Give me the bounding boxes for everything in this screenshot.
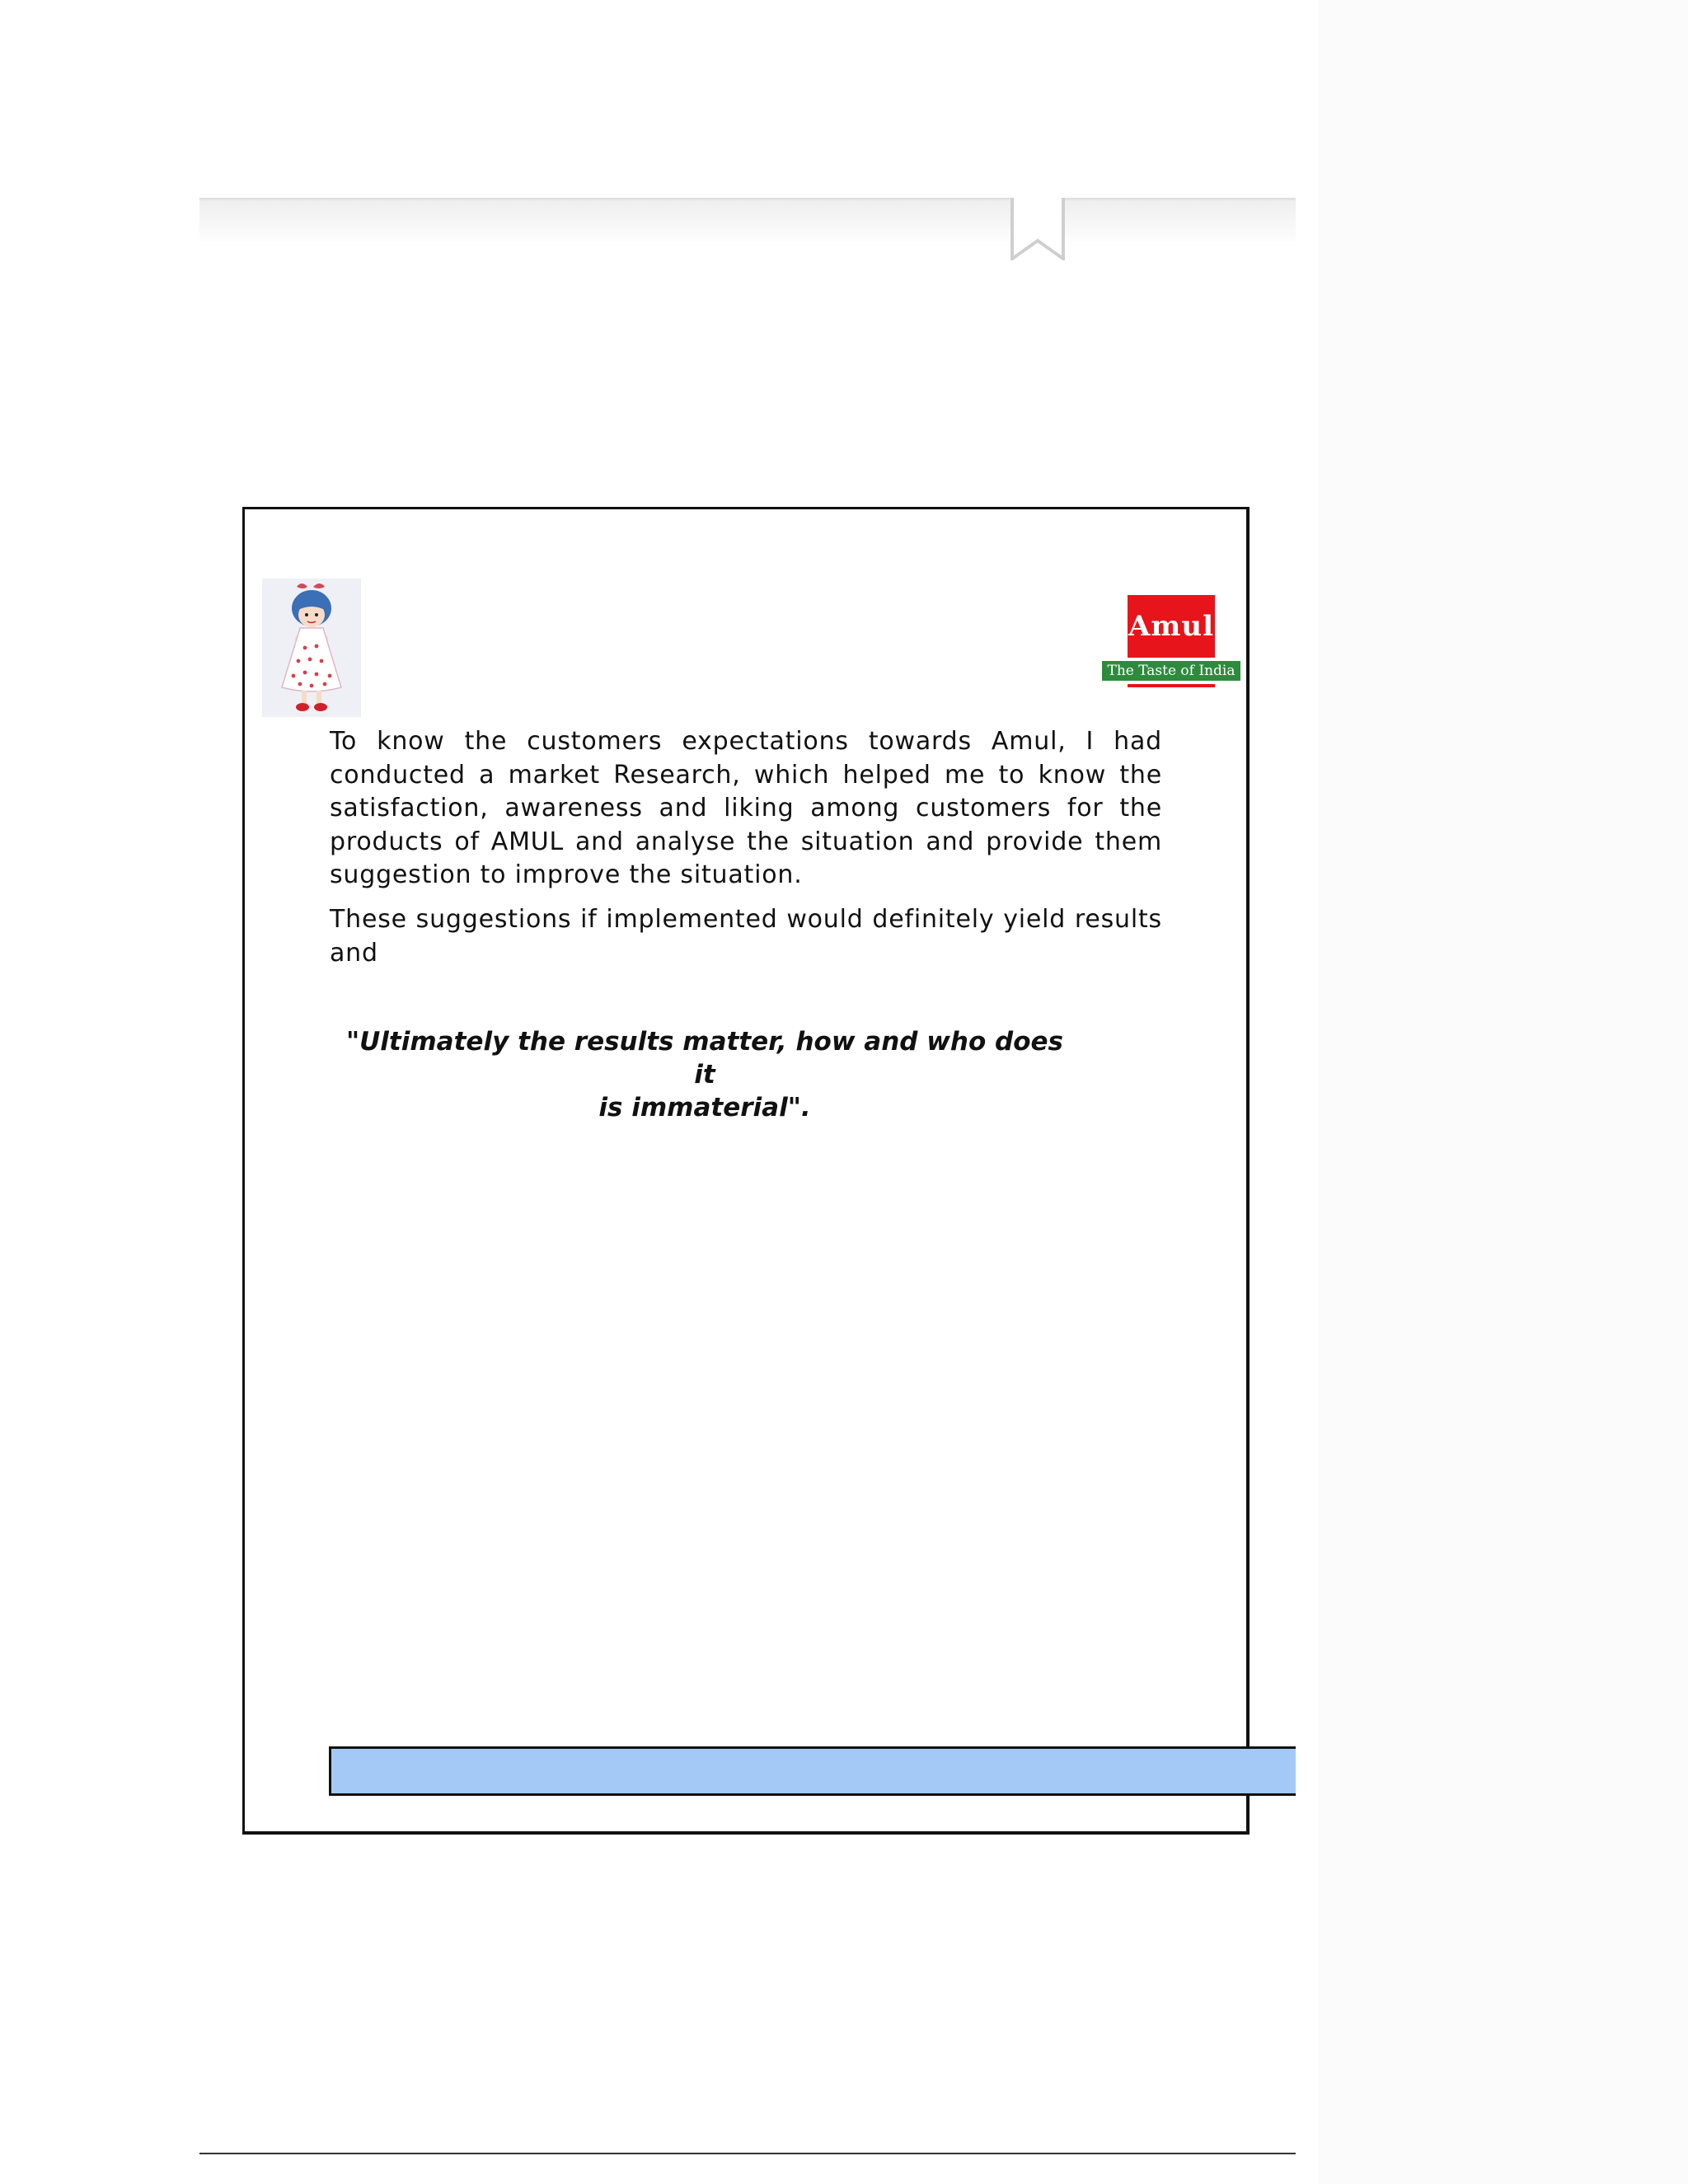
bookmark-icon[interactable]: [1010, 198, 1065, 260]
quote-line-1: "Ultimately the results matter, how and who does it: [345, 1027, 1064, 1090]
amul-logo-tagline: The Taste of India: [1102, 661, 1240, 681]
amul-logo: [1102, 595, 1240, 691]
paragraph-market-research: To know the customers expectations towards Amul, I had conducted a market Research, which helped me to know the satisfaction, awareness and liking among customers for the products of AMUL and analyse the situation and provide them suggestion to improve the situation.: [330, 727, 1162, 889]
page-border-frame: [242, 507, 1250, 1835]
amul-logo-underline: [1128, 684, 1215, 687]
page-top-edge: [199, 198, 1296, 247]
quote-line-2: is immaterial".: [598, 1093, 811, 1122]
footer-bar: [329, 1746, 1296, 1796]
paragraph-suggestions: These suggestions if implemented would definitely yield results and: [330, 905, 1162, 968]
page-bottom-rule: [199, 2153, 1296, 2154]
amul-logo-wordmark: Amul: [1128, 595, 1215, 658]
closing-quote: [334, 1025, 1076, 1124]
amul-girl-mascot-image: [262, 579, 361, 717]
viewer-right-gutter: [1319, 0, 1688, 2184]
